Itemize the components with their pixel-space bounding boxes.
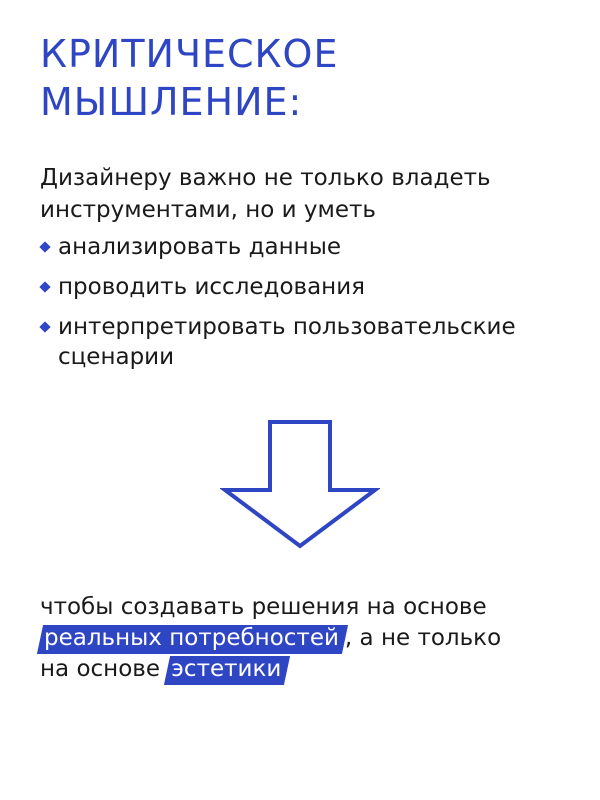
conclusion-line-3 — [40, 654, 570, 685]
conclusion-line-2 — [40, 623, 570, 654]
page-title — [40, 30, 338, 126]
highlight-aesthetics: эстетики — [167, 654, 287, 685]
highlight-needs: реальных потребностей — [40, 623, 345, 654]
list-item-text: анализировать данные — [58, 234, 342, 260]
conclusion-text — [40, 592, 570, 685]
intro-line-2: инструментами, но и уметь — [40, 197, 376, 223]
diamond-bullet-icon — [39, 281, 50, 292]
intro-line-1: Дизайнеру важно не только владеть — [40, 165, 491, 191]
list-item — [40, 312, 580, 372]
diamond-bullet-icon — [39, 321, 50, 332]
conclusion-line-1: чтобы создавать решения на основе — [40, 594, 487, 620]
list-item — [40, 232, 580, 262]
title-line-2: МЫШЛЕНИЕ: — [40, 80, 303, 124]
list-item-text: интерпретировать пользовательские сценарии — [58, 314, 516, 370]
intro-text — [40, 162, 570, 226]
list-item-text: проводить исследования — [58, 274, 365, 300]
title-line-1: КРИТИЧЕСКОЕ — [40, 32, 339, 76]
skills-list — [40, 232, 580, 382]
conclusion-line-2-rest: , а не только — [344, 625, 502, 651]
list-item — [40, 272, 580, 302]
conclusion-line-3-start: на основе — [40, 656, 160, 682]
arrow-down-outline-icon — [220, 420, 380, 550]
diamond-bullet-icon — [39, 241, 50, 252]
